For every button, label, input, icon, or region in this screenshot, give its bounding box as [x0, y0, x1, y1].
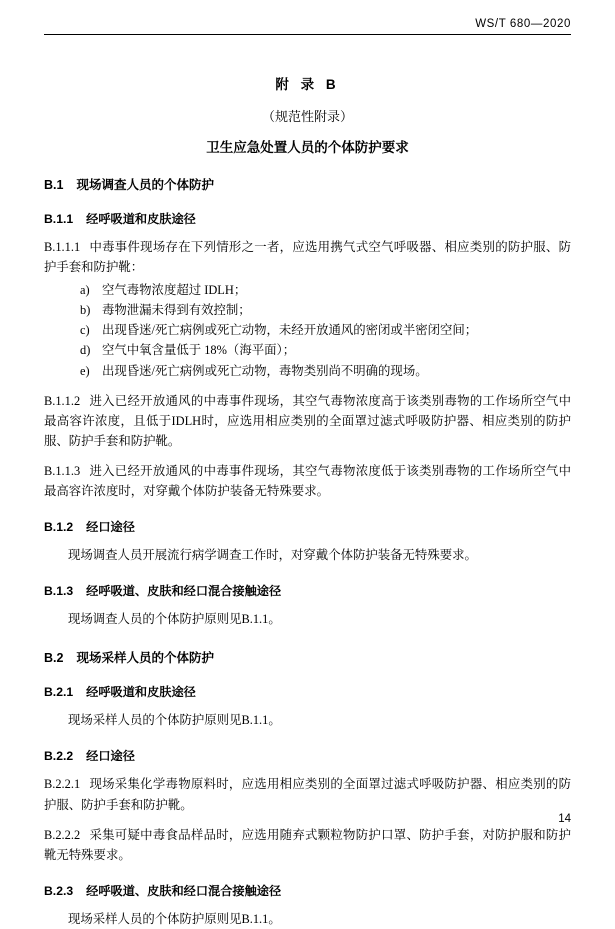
list-marker: a): [80, 283, 90, 298]
list-item-text: 空气毒物浓度超过 IDLH；: [102, 283, 247, 298]
clause-number-b2-2-2: B.2.2.2: [44, 827, 81, 842]
clause-number-b1-1-1: B.1.1.1: [44, 240, 81, 254]
section-heading-b2-2: [44, 747, 571, 764]
clause-list-b1-1-1: [44, 280, 571, 380]
section-number-b1-1: B.1.1: [44, 212, 74, 226]
list-marker: e): [80, 363, 90, 378]
annex-name: 卫生应急处置人员的个体防护要求: [206, 140, 409, 155]
section-heading-b2-1: [44, 683, 571, 700]
paragraph-b1-1-1: [44, 237, 571, 277]
list-item: [44, 280, 571, 300]
clause-number-b1-1-2: B.1.1.2: [44, 393, 81, 408]
section-heading-b1-1: [44, 210, 571, 227]
section-title-b1-1: 经呼吸道和皮肤途径: [86, 212, 196, 226]
section-number-b2: B.2: [44, 651, 64, 666]
clause-text-b1-1-1: 中毒事件现场存在下列情形之一者，应选用携气式空气呼吸器、相应类别的防护服、防护手套和防护靴：: [44, 240, 571, 275]
paragraph-b1-2: 现场调查人员开展流行病学调查工作时，对穿戴个体防护装备无特殊要求。: [68, 548, 477, 563]
standard-number: WS/T 680—2020: [475, 18, 571, 30]
section-number-b2-1: B.2.1: [44, 685, 74, 700]
section-title-b1-2: 经口途径: [86, 520, 135, 535]
section-heading-b1: [44, 175, 571, 193]
section-number-b2-3: B.2.3: [44, 883, 74, 898]
paragraph-b1-1-3: [44, 461, 571, 501]
section-title-b2-3: 经呼吸道、皮肤和经口混合接触途径: [86, 883, 282, 898]
paragraph-b1-3: 现场调查人员的个体防护原则见B.1.1。: [68, 612, 281, 627]
section-number-b1: B.1: [44, 178, 64, 192]
list-marker: d): [80, 343, 91, 358]
clause-text-b2-2-1: 现场采集化学毒物原料时，应选用相应类别的全面罩过滤式呼吸防护器、相应类别的防护服、防护手套和防护靴。: [44, 777, 571, 812]
list-marker: c): [80, 323, 90, 338]
list-item-text: 出现昏迷/死亡病例或死亡动物，毒物类别尚不明确的现场。: [102, 363, 428, 378]
clause-text-b2-2-2: 采集可疑中毒食品样品时，应选用随弃式颗粒物防护口罩、防护手套，对防护服和防护靴无特殊要求。: [44, 827, 571, 862]
section-heading-b1-2: [44, 518, 571, 535]
section-title-b2-1: 经呼吸道和皮肤途径: [86, 685, 196, 700]
annex-title: 附 录 B: [275, 77, 340, 92]
list-item-text: 毒物泄漏未得到有效控制；: [102, 303, 251, 318]
paragraph-b2-2-1: [44, 774, 571, 814]
paragraph-b2-1: 现场采样人员的个体防护原则见B.1.1。: [68, 713, 281, 728]
paragraph-b1-1-2: [44, 391, 571, 451]
list-item: [44, 361, 571, 381]
page-header: [44, 18, 571, 30]
list-item: [44, 320, 571, 340]
section-title-b2-2: 经口途径: [86, 749, 135, 764]
clause-number-b2-2-1: B.2.2.1: [44, 777, 81, 792]
annex-heading-block: [44, 73, 571, 156]
clause-number-b1-1-3: B.1.1.3: [44, 463, 81, 478]
list-item-text: 出现昏迷/死亡病例或死亡动物，未经开放通风的密闭或半密闭空间；: [102, 323, 478, 338]
header-rule: [44, 34, 571, 35]
section-number-b2-2: B.2.2: [44, 749, 74, 764]
section-heading-b2: [44, 648, 571, 666]
section-title-b1-3: 经呼吸道、皮肤和经口混合接触途径: [86, 584, 282, 599]
list-marker: b): [80, 303, 91, 318]
section-number-b1-3: B.1.3: [44, 584, 74, 599]
section-heading-b1-3: [44, 582, 571, 599]
page-number: 14: [558, 813, 571, 825]
list-item: [44, 340, 571, 360]
clause-text-b1-1-3: 进入已经开放通风的中毒事件现场，其空气毒物浓度低于该类别毒物的工作场所空气中最高容许浓度时，对穿戴个体防护装备无特殊要求。: [44, 463, 571, 499]
section-number-b1-2: B.1.2: [44, 520, 74, 535]
list-item-text: 空气中氧含量低于 18%（海平面）；: [102, 343, 296, 358]
paragraph-b2-2-2: [44, 825, 571, 865]
section-heading-b2-3: [44, 882, 571, 899]
annex-subtitle: （规范性附录）: [261, 109, 353, 124]
paragraph-b2-3: 现场采样人员的个体防护原则见B.1.1。: [68, 911, 281, 926]
section-title-b2: 现场采样人员的个体防护: [76, 651, 214, 666]
list-item: [44, 300, 571, 320]
clause-text-b1-1-2: 进入已经开放通风的中毒事件现场，其空气毒物浓度高于该类别毒物的工作场所空气中最高容许浓度，且低于IDLH时，应选用相应类别的全面罩过滤式呼吸防护器、相应类别的防护服、防护手套和防护靴。: [44, 393, 571, 448]
section-title-b1: 现场调查人员的个体防护: [76, 178, 214, 192]
